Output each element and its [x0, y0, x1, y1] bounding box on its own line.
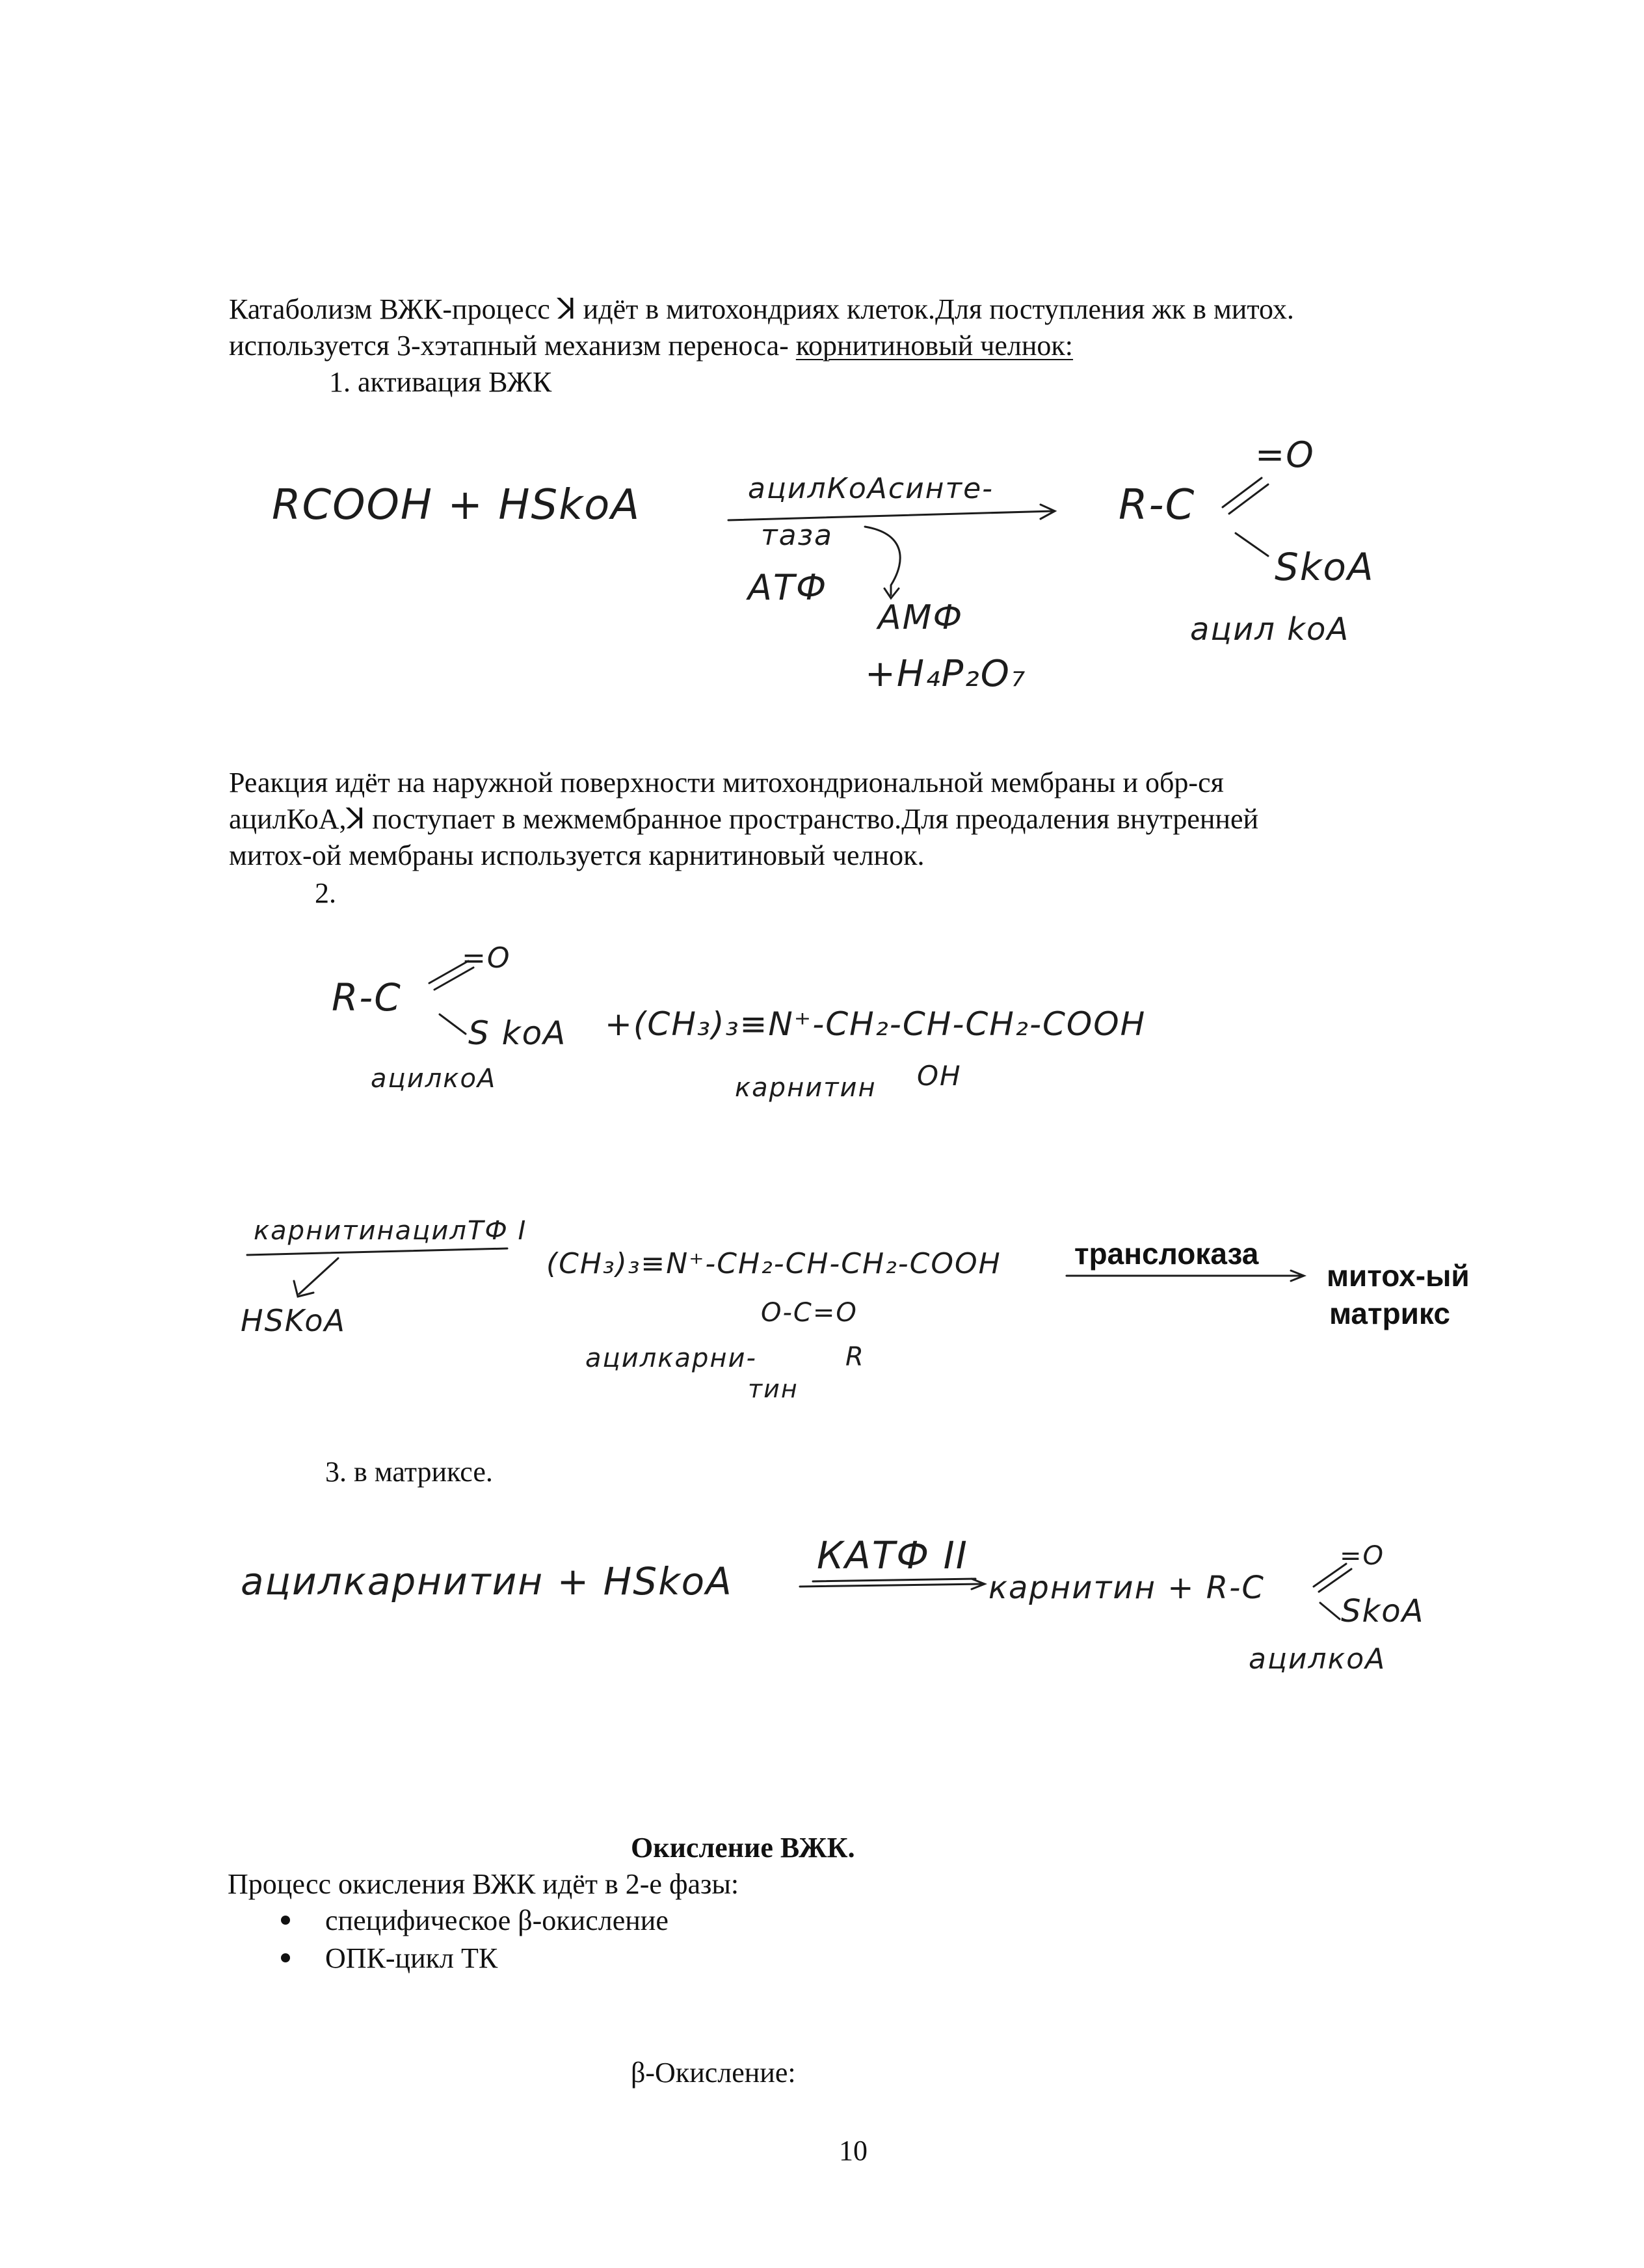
bullet-marker [281, 1916, 290, 1925]
reaction-3-byproduct: HSKoA [241, 1303, 346, 1338]
reaction-4-arrow [800, 1584, 982, 1587]
oxidation-heading: Окисление ВЖК. [631, 1832, 855, 1864]
mitochondrial-matrix-1: митох-ый [1327, 1259, 1470, 1293]
reaction-2-acyl: R-C [332, 975, 402, 1020]
reaction-4-products: карнитин + R-C [988, 1570, 1265, 1606]
reaction-1-atp: АТФ [748, 567, 828, 608]
reaction-4-enzyme: КАТФ II [817, 1533, 968, 1577]
reaction-4-product-label: ацилкоА [1249, 1642, 1386, 1676]
reaction-1-enzyme-bottom: таза [761, 519, 833, 552]
reaction-1-product-oxygen: =O [1255, 434, 1315, 475]
paragraph-2-line-3: митох-ой мембраны используется карнитиновый челнок. [229, 839, 925, 871]
reaction-3-enzyme: карнитинацилТФ I [254, 1216, 527, 1246]
reaction-4-reactants: ацилкарнитин + HSkoA [241, 1559, 733, 1603]
reaction-1-product-skoa: SkoA [1275, 545, 1375, 589]
beta-oxidation-heading: β-Окисление: [631, 2057, 796, 2089]
reaction-3-product-label-2: тин [748, 1375, 799, 1403]
reaction-3-product: (CH₃)₃≡N⁺-CH₂-CH-CH₂-COOH [546, 1247, 1001, 1280]
paragraph-2-line-2: ацилКоА,ꓘ поступает в межмембранное пространство.Для преодаления внутренней [229, 803, 1259, 835]
reaction-4-product-oxygen: =O [1340, 1541, 1385, 1571]
bullet-marker [281, 1953, 290, 1962]
step-2-label: 2. [315, 877, 336, 909]
reaction-1-amp: АМФ [878, 598, 964, 637]
reaction-2-acyl-label: ацилкоА [371, 1064, 497, 1094]
reaction-4-product-skoa: SkoA [1341, 1593, 1425, 1629]
oxidation-bullet-1: специфическое β-окисление [325, 1905, 669, 1936]
intro-line-2-text: используется 3-хэтапный механизм переноса- [229, 330, 796, 362]
intro-line-1: Катаболизм ВЖК-процесс ꓘ идёт в митохондриях клеток.Для поступления жк в митох. [229, 293, 1294, 325]
reaction-3-product-label-1: ацилкарни- [585, 1343, 757, 1373]
paragraph-2-line-1: Реакция идёт на наружной поверхности митохондриональной мембраны и обр-ся [229, 767, 1224, 798]
mitochondrial-matrix-2: матрикс [1329, 1297, 1450, 1330]
page-number: 10 [839, 2135, 868, 2167]
reaction-3-arrow [247, 1248, 507, 1255]
reaction-3-product-r: R [845, 1342, 865, 1372]
reaction-1-reactants: RCOOH + HSkoA [272, 481, 641, 529]
oxidation-intro: Процесс окисления ВЖК идёт в 2-е фазы: [228, 1868, 739, 1900]
oxidation-bullet-2: ОПК-цикл ТК [325, 1942, 498, 1974]
reaction-3-product-ester: O-C=O [761, 1298, 858, 1328]
shuttle-term: корнитиновый челнок: [795, 330, 1074, 362]
reaction-1-pyrophosphate: +H₄P₂O₇ [865, 653, 1027, 695]
reaction-2-acyl-skoa: S koA [468, 1014, 567, 1052]
reaction-1-product-label: ацил koA [1190, 611, 1350, 648]
reaction-2-carnitine-label: карнитин [735, 1073, 877, 1103]
reaction-2-acyl-oxygen: =O [462, 942, 511, 975]
reaction-2-carnitine: +(CH₃)₃≡N⁺-CH₂-CH-CH₂-COOH [605, 1005, 1147, 1043]
reaction-2-carnitine-oh: OH [917, 1060, 962, 1092]
reaction-1-enzyme-top: ацилКоАсинте- [748, 472, 994, 505]
step-1-label: 1. активация ВЖК [329, 366, 552, 398]
step-3-label: 3. в матриксе. [325, 1456, 493, 1488]
reaction-1-product: R-C [1119, 481, 1196, 529]
translocase-label: транслоказа [1074, 1237, 1259, 1271]
